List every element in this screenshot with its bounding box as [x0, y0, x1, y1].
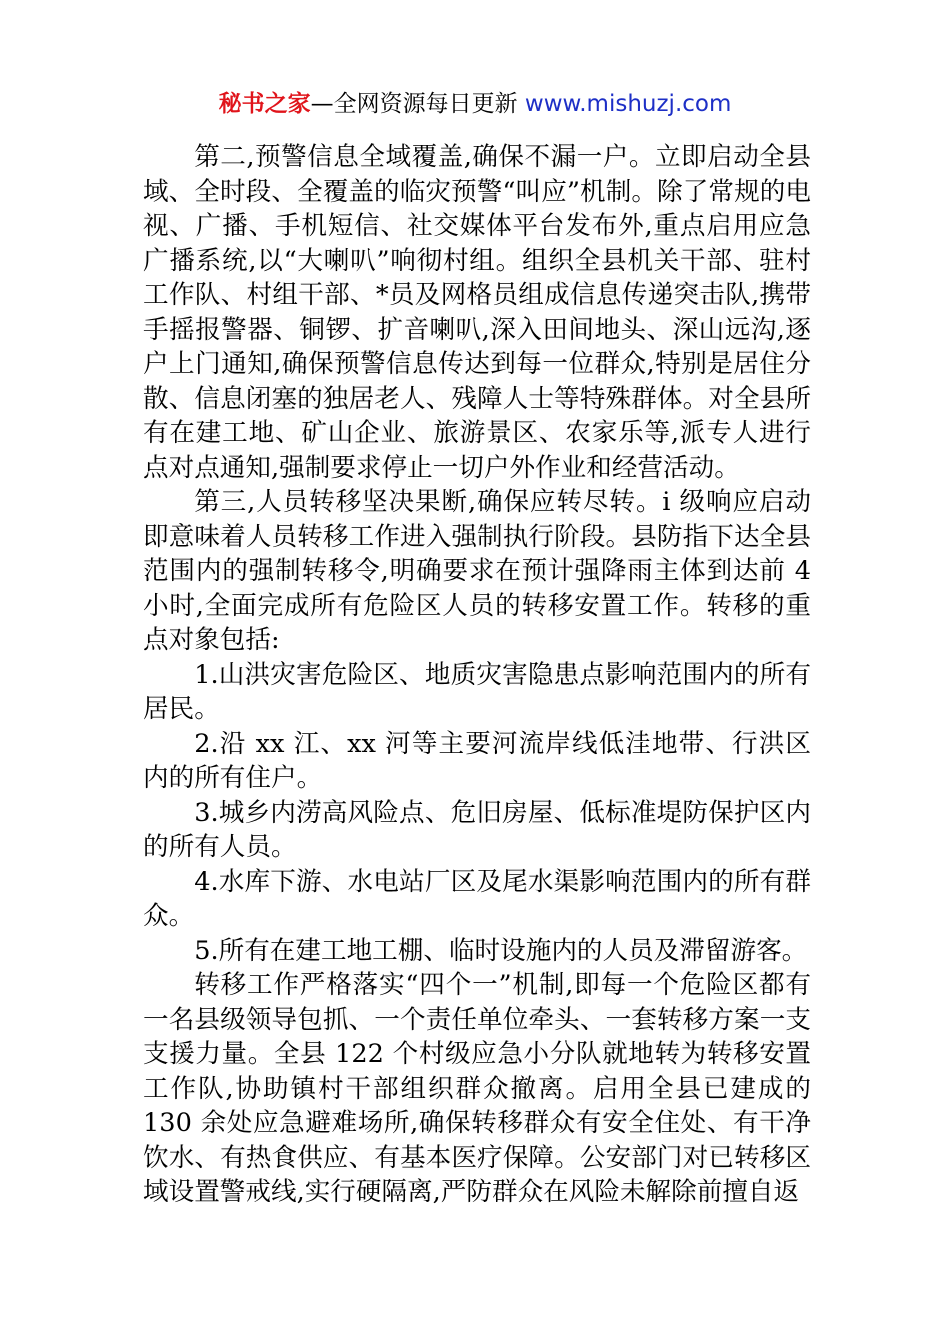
- brand-name: 秘书之家: [218, 91, 311, 117]
- document-body: [143, 140, 811, 1210]
- list-item: 2.沿 xx 江、xx 河等主要河流岸线低洼地带、行洪区内的所有住户。: [143, 728, 811, 793]
- site-header: [0, 88, 950, 120]
- list-item: 4.水库下游、水电站厂区及尾水渠影响范围内的所有群众。: [143, 866, 811, 931]
- paragraph-evacuation: 第三,人员转移坚决果断,确保应转尽转。i 级响应启动即意味着人员转移工作进入强制执行阶段。县防指下达全县范围内的强制转移令,明确要求在预计强降雨主体到达前 4 小时,全面完成所有危险区人员的转移安置工作。转移的重点对象包括:: [143, 487, 811, 655]
- header-slogan: —全网资源每日更新: [310, 91, 525, 117]
- list-item: 5.所有在建工地工棚、临时设施内的人员及滞留游客。: [194, 935, 808, 966]
- paragraph-four-ones-mechanism: 转移工作严格落实“四个一”机制,即每一个危险区都有一名县级领导包抓、一个责任单位牵头、一套转移方案一支支援力量。全县 122 个村级应急小分队就地转为转移安置工作队,协助镇村干部组织群众撤离。启用全县已建成的 130 余处应急避难场所,确保转移群众有安全住处、有干净饮水、有热食供应、有基本医疗保障。公安部门对已转移区域设置警戒线,实行硬隔离,严防群众在风险未解除前擅自返: [143, 970, 811, 1207]
- list-item: 1.山洪灾害危险区、地质灾害隐患点影响范围内的所有居民。: [143, 659, 811, 724]
- list-item: 3.城乡内涝高风险点、危旧房屋、低标准堤防保护区内的所有人员。: [143, 797, 811, 862]
- site-url-link[interactable]: www.mishuzj.com: [524, 91, 732, 117]
- paragraph-warning-coverage: 第二,预警信息全域覆盖,确保不漏一户。立即启动全县域、全时段、全覆盖的临灾预警“叫应”机制。除了常规的电视、广播、手机短信、社交媒体平台发布外,重点启用应急广播系统,以“大喇叭”响彻村组。组织全县机关干部、驻村工作队、村组干部、*员及网格员组成信息传递突击队,携带手摇报警器、铜锣、扩音喇叭,深入田间地头、深山远沟,逐户上门通知,确保预警信息传达到每一位群众,特别是居住分散、信息闭塞的独居老人、残障人士等特殊群体。对全县所有在建工地、矿山企业、旅游景区、农家乐等,派专人进行点对点通知,强制要求停止一切户外作业和经营活动。: [143, 142, 811, 483]
